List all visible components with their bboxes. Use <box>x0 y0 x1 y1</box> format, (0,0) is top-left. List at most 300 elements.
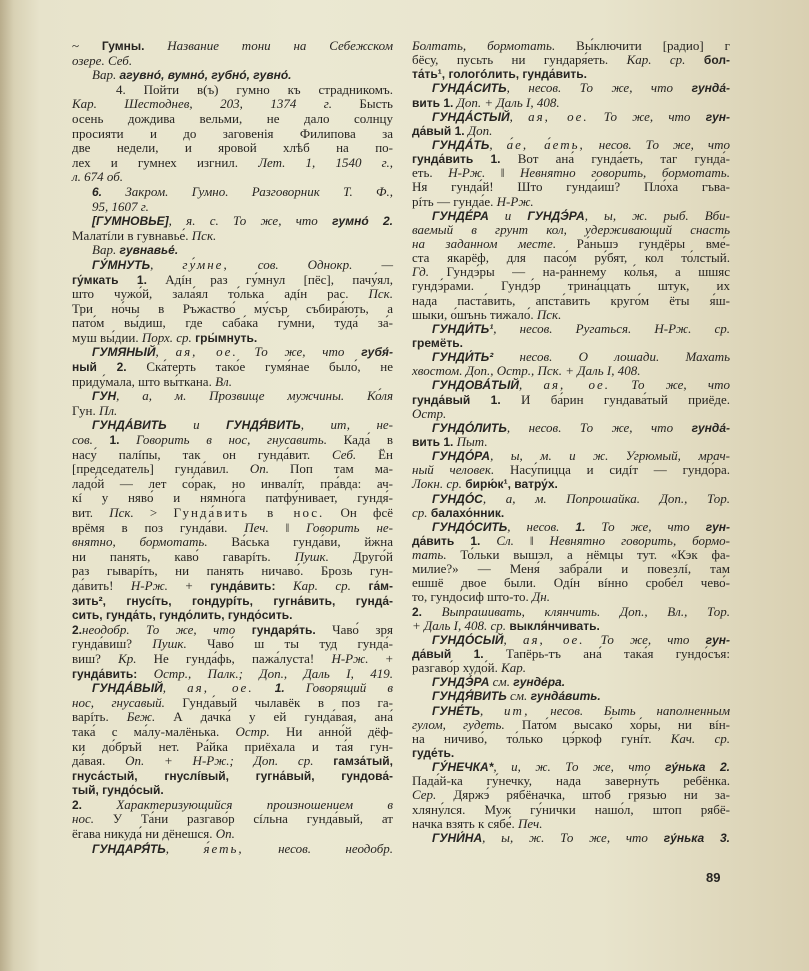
body-text: Тапёрь-тъ ана́ така́я гундо́съя: <box>483 646 731 662</box>
text-line <box>72 448 393 463</box>
body-text: Три но́чы в Ръжаство́ му́сър събира́ють, а <box>72 300 393 316</box>
body-text: раз гыварíть, ни панять ничаво́. Брозь гун- <box>72 563 393 579</box>
text-line <box>72 827 393 842</box>
text-line <box>412 633 730 647</box>
body-text: Чаво́ ш ты туд гунда́- <box>186 636 393 652</box>
italic-text: озере. Себ. <box>72 52 133 68</box>
italic-text: Пл. <box>98 402 118 418</box>
text-line <box>72 170 393 185</box>
body-text: Друго́й <box>328 548 394 564</box>
italic-text: л. 674 об. <box>72 169 124 185</box>
headword-text: гуде́ть. <box>412 746 455 761</box>
text-line <box>412 67 730 81</box>
text-line <box>72 798 393 813</box>
italic-text: Кар. <box>501 660 526 676</box>
body-text: гунда́виш? <box>72 636 153 652</box>
body-text: нада паста́вить, апста́вить круго́м ёты я́ш- <box>412 292 730 308</box>
italic-text: Вар. <box>92 67 117 83</box>
body-text: И ба́рин гундава́тый приёде. <box>500 391 730 407</box>
italic-text: несов. О лошади. Махать <box>493 349 730 365</box>
italic-text: Пушк. <box>152 636 187 652</box>
text-line <box>412 590 730 604</box>
text-line <box>412 732 730 746</box>
headword-text: ГУ́НЕЧКА* <box>432 760 494 775</box>
body-text: ста якарёф, для пасо́м ру́бят, кол то́лстый. <box>412 250 730 266</box>
text-line <box>72 594 393 609</box>
headword-text: ГУНДАРЯ́ТЬ <box>92 841 166 856</box>
italic-text: несов. неодобр. <box>243 840 393 856</box>
italic-text: Название тони на Себежском <box>144 38 393 53</box>
headword-text: агувно́, вумно́, губно́, гувно́. <box>116 68 292 83</box>
text-line <box>72 273 393 288</box>
text-line <box>72 375 393 390</box>
text-line <box>412 180 730 194</box>
italic-text: не- <box>376 417 394 433</box>
text-line <box>412 39 730 53</box>
body-text: осень дождива вельми, не дало солнцу <box>72 110 393 126</box>
text-line <box>412 704 730 718</box>
headword-text: гун- <box>690 109 731 124</box>
body-text: гу́мне, <box>182 256 229 272</box>
headword-text: ГУНДО́РА <box>432 449 491 464</box>
text-line <box>412 251 730 265</box>
headword-text: сить, гунда́ть, гундо́лить, гундо́сить. <box>72 608 293 623</box>
body-text: , <box>506 80 529 96</box>
text-line <box>72 418 393 433</box>
text-line <box>412 265 730 279</box>
italic-text: + Даль I, 408. ср. <box>412 617 506 633</box>
headword-text: гунда́вить: <box>72 666 154 681</box>
body-text: лех и гумнех изгнил. <box>72 154 259 170</box>
headword-text: 1. <box>575 519 586 534</box>
text-line <box>412 506 730 520</box>
body-text: , <box>493 320 520 336</box>
italic-text: Кар. ср. <box>293 577 351 593</box>
body-text: ешшё двое были. Одíн вíнно сробе́л чево́- <box>412 575 730 591</box>
text-line <box>412 96 730 110</box>
text-line <box>72 345 393 360</box>
headword-text: ГУН <box>92 389 117 404</box>
text-line <box>72 389 393 404</box>
headword-text: ГУНДО́С <box>432 491 483 506</box>
text-line <box>72 521 393 536</box>
text-line <box>412 817 730 831</box>
italic-text: с. То же, что <box>209 213 318 229</box>
italic-text: Н-Рж. <box>448 165 486 181</box>
headword-text: да́вый 1. <box>412 123 465 138</box>
text-line <box>72 243 393 258</box>
headword-text: ГУНДОВА́ТЫЙ <box>432 378 519 393</box>
body-text: то, гундо́сиф што-то. <box>412 589 532 605</box>
text-line <box>412 548 730 562</box>
text-line <box>412 492 730 506</box>
italic-text: Кач. ср. <box>670 730 730 746</box>
body-text: Ко́ля <box>344 388 394 404</box>
headword-text: гунда́- <box>673 81 731 96</box>
body-text: , ы, <box>584 207 633 223</box>
text-line <box>72 68 393 83</box>
italic-text: несов. То же, что <box>584 136 730 152</box>
body-text: Не гунда́фь, пажа́луста! <box>136 650 332 666</box>
text-line <box>412 195 730 209</box>
right-column <box>412 39 730 845</box>
body-text: и <box>166 417 227 433</box>
body-text: Чаво́ зря <box>315 621 393 637</box>
headword-text: гунда́вить. <box>527 689 601 704</box>
body-text: начка взять к сябе́. <box>412 815 519 831</box>
text-line <box>72 710 393 725</box>
body-text: муш вы́дии. <box>72 329 142 345</box>
text-line <box>72 156 393 171</box>
text-line <box>412 576 730 590</box>
text-line <box>412 124 730 138</box>
body-text: виш? <box>72 650 119 666</box>
body-text: , <box>155 344 176 360</box>
body-text: ая, ое. <box>522 631 585 647</box>
body-text: , <box>503 631 523 647</box>
headword-text: ГУНДИ́ТЬ² <box>432 350 494 365</box>
headword-text: гунда́вить 1. <box>412 152 501 167</box>
text-line <box>412 279 730 293</box>
italic-text: несов. Быть наполненным <box>529 702 730 718</box>
text-line <box>412 803 730 817</box>
body-text: ~ <box>72 38 102 53</box>
italic-text: Вл. <box>215 373 232 389</box>
body-text: [председатель] гунда́вил. <box>72 461 250 477</box>
body-text: 4. Пойти в(ъ) гумно къ страдникомъ. <box>116 81 393 97</box>
body-text: да́вая. <box>72 753 126 769</box>
italic-text: Кар. ср. <box>626 52 686 68</box>
headword-text: гундаря́ть. <box>235 622 316 637</box>
text-line <box>72 812 393 827</box>
body-text: хляну́лся. Муж гу́нички нашо́л, штоп рябё- <box>412 801 730 817</box>
body-text: Пато́м высако́ хо́ры, ни вíн- <box>504 716 731 732</box>
italic-text: Пск. <box>368 286 393 302</box>
text-line <box>72 667 393 682</box>
body-text: , ы, <box>482 829 529 845</box>
italic-text: То же, что <box>584 631 690 647</box>
text-line <box>412 110 730 124</box>
text-line <box>72 258 393 273</box>
body-text: а́е, а́еть, <box>506 136 585 152</box>
text-line <box>72 127 393 142</box>
headword-text: ный 2. <box>72 360 127 375</box>
text-line <box>72 112 393 127</box>
headword-text: 2. <box>72 622 83 637</box>
body-text: Када́ в <box>326 432 394 448</box>
body-text: Ска́терть тако́е гумя́нае было́, не <box>126 359 393 375</box>
text-line <box>412 223 730 237</box>
text-line <box>72 754 393 769</box>
text-line <box>412 718 730 732</box>
headword-text: га́м- <box>350 578 393 593</box>
body-text: ‖ <box>268 519 307 535</box>
text-line <box>72 740 393 755</box>
italic-text: Говорить не- <box>306 519 393 535</box>
text-line <box>72 506 393 521</box>
body-text: и <box>488 207 528 223</box>
body-text: , <box>509 108 529 124</box>
text-line <box>412 449 730 463</box>
body-text: , <box>519 377 544 393</box>
headword-text: гнуса́стый, гнуслíвый, гугна́вый, гундова́- <box>72 768 393 783</box>
body-text: Адíн раз гу́мнул [пёс], пачу́ял, <box>146 271 394 287</box>
text-line <box>72 637 393 652</box>
headword-text: ГУНДЯ́ВИТЬ <box>226 418 301 433</box>
body-text: , <box>165 840 204 856</box>
text-line <box>72 214 393 229</box>
body-text: ая, ое. <box>175 344 238 360</box>
body-text: + <box>167 577 211 593</box>
italic-text: Говорящий в <box>284 680 394 696</box>
body-text: , <box>162 680 188 696</box>
text-line <box>72 287 393 302</box>
italic-text: Сл. <box>480 532 514 548</box>
headword-text: ГУНДИ́ТЬ¹ <box>432 321 494 336</box>
italic-text: хвостом. Доп., Остр., Пск. + Даль I, 408. <box>412 363 641 379</box>
body-text: То́льки вышэл, а нёмцы тут. «Кэк фа- <box>446 547 730 563</box>
headword-text: ГУНИ́НА <box>432 830 483 845</box>
body-text: ки до́бръй нет. Ра́йка приёхала и та́я гун- <box>72 738 393 754</box>
headword-text: вить 1. <box>412 95 454 110</box>
text-line <box>72 696 393 711</box>
headword-text: Гумны. <box>101 39 145 53</box>
headword-text: губя́- <box>344 345 393 360</box>
text-line <box>412 520 730 534</box>
italic-text: гулом, гудеть. <box>412 716 505 732</box>
italic-text: м. Попрошайка. Доп., Тор. <box>535 490 730 506</box>
italic-text: м. Прозвище мужчины. <box>174 388 345 404</box>
headword-text: гумно́ 2. <box>317 214 394 229</box>
text-line <box>72 550 393 565</box>
italic-text: Оп. + Н-Рж.; Доп. ср. <box>125 753 314 769</box>
body-text: Ня гунда́й! Што гунда́иш? Пло́ха гъва- <box>412 179 730 195</box>
text-line <box>72 185 393 200</box>
body-text: Ён <box>356 446 393 462</box>
text-line <box>72 433 393 448</box>
italic-text: Печ. <box>518 815 543 831</box>
headword-text: 1. <box>253 681 285 696</box>
text-line <box>412 209 730 223</box>
headword-text: ГУНДО́СЫЙ <box>432 632 504 647</box>
italic-text: Н-Рж. <box>496 193 534 209</box>
italic-text: Пыт. <box>453 433 488 449</box>
text-line <box>412 831 730 845</box>
italic-text: м. и ж. Угрюмый, мрач- <box>540 448 730 464</box>
body-text: ая, ое. <box>528 108 589 124</box>
body-text: Малатíли в гувнавье́. <box>72 227 192 243</box>
body-text: две недели, и яровой хлѣб на по- <box>72 140 393 156</box>
italic-text: неодобр. То же, что <box>82 621 236 637</box>
body-text: У Та́ни разгаво́р сíльна гунда́вый, ат <box>93 811 393 827</box>
italic-text: Остр. <box>412 405 447 421</box>
body-text: така́ с ма́лу-малёнька. <box>72 723 236 739</box>
text-line <box>72 200 393 215</box>
headword-text: ГУНДА́ВИТЬ <box>92 418 167 433</box>
body-text: Вы́ключити [радио] г <box>555 38 730 53</box>
body-text: Ва́ська гунда́ви, йжна <box>207 534 393 550</box>
body-text: , <box>489 136 507 152</box>
italic-text: Беж. <box>126 709 156 725</box>
headword-text: гунде́ра. <box>509 675 566 690</box>
body-text: разгаво́р худо́й. <box>412 660 502 676</box>
headword-text: ГУНДЯ́ВИТЬ <box>432 689 507 704</box>
body-text: милие?» — Меня́ забра́ли и повезлí, там <box>412 561 730 577</box>
italic-text: Невнятно говорить, бормо- <box>549 532 731 548</box>
italic-text: Н-Рж. <box>130 577 168 593</box>
body-text: > <box>133 505 174 520</box>
body-text: Дяржэ́ рябёначка, штоб грязью ни за- <box>436 787 730 803</box>
italic-text: несов. Ругаться. Н-Рж. ср. <box>519 320 731 336</box>
text-line <box>412 336 730 350</box>
text-line <box>72 491 393 506</box>
body-text: , <box>506 419 529 435</box>
italic-text: ж. рыб. Вби- <box>632 207 731 223</box>
body-text: , а, <box>116 388 175 404</box>
body-text: , и, <box>493 759 536 775</box>
italic-text: Пск. <box>191 227 217 243</box>
italic-text: 95, 1607 г. <box>92 198 149 214</box>
italic-text: Дн. <box>532 589 550 605</box>
text-line <box>72 783 393 798</box>
headword-text: гу́нька 3. <box>647 830 731 845</box>
headword-text: да́вый 1. <box>412 647 484 662</box>
headword-text: гремёть. <box>412 335 463 350</box>
text-line <box>72 477 393 492</box>
headword-text: гры́мнуть. <box>191 330 258 345</box>
headword-text: гу́мкать 1. <box>72 272 147 287</box>
headword-text: ГУНДЕ́РА <box>432 208 489 223</box>
italic-text: Пск. <box>109 505 134 520</box>
headword-text: бол- <box>685 53 730 68</box>
italic-text: Закром. <box>125 183 169 199</box>
text-line <box>72 769 393 784</box>
italic-text: Выпрашивать, клянчить. Доп., Вл., Тор. <box>422 603 730 619</box>
body-text: я́еть, <box>203 840 244 856</box>
headword-text: ГУНДА́СТЫЙ <box>432 109 510 124</box>
headword-text: ГУНДЭ́РА <box>432 675 490 690</box>
body-text: Гундэ́ры — на-ра́ннему ко́лья, а шшяс <box>429 264 730 280</box>
italic-text: на заданном месте. <box>412 235 557 251</box>
italic-text: ж. То же, что <box>535 759 651 775</box>
italic-text: Оп. <box>249 461 269 477</box>
italic-text: Болтать, бормотать. <box>412 38 556 53</box>
text-line <box>412 166 730 180</box>
text-line <box>412 435 730 449</box>
text-line <box>412 774 730 788</box>
text-line <box>72 39 393 54</box>
body-text: ая, ое. <box>187 680 254 696</box>
body-text: , а, <box>482 490 536 506</box>
headword-text: тый, гундо́сый. <box>72 783 164 798</box>
body-text: Он фсё <box>324 505 393 520</box>
text-line <box>72 83 393 98</box>
body-text: варíть. <box>72 709 127 725</box>
headword-text: гун- <box>689 632 731 647</box>
italic-text: Остр., Палк.; Доп., Даль I, 419. <box>153 665 393 681</box>
headword-text: 6. <box>92 184 126 199</box>
body-text: да́вить! <box>72 577 131 593</box>
body-text: Гунда́вить в нос. <box>173 505 325 520</box>
body-text: , я. <box>168 213 210 229</box>
text-line <box>72 229 393 244</box>
headword-text: ГУНЕ́ТЬ <box>432 703 480 718</box>
text-line <box>412 322 730 336</box>
italic-text: Пушк. <box>294 548 329 564</box>
headword-text: ГУНДО́СИТЬ <box>432 519 508 534</box>
text-line <box>412 689 730 703</box>
page-number: 89 <box>706 870 721 885</box>
text-line <box>412 675 730 689</box>
body-text: гундэ́рами. Гундэ́р трина́ццать штук, их <box>412 278 730 294</box>
text-line <box>412 647 730 661</box>
italic-text: Кр. <box>118 650 137 666</box>
body-text: просияти и до заговенія Филипова за <box>72 125 393 141</box>
body-text: еть. <box>412 165 449 181</box>
text-line <box>72 302 393 317</box>
text-line <box>412 605 730 619</box>
text-line <box>72 564 393 579</box>
headword-text: 1. <box>109 433 120 448</box>
text-line <box>72 535 393 550</box>
headword-text: [ГУМНОВЬЕ] <box>92 214 169 229</box>
text-line <box>412 81 730 95</box>
body-text: Гунда́вый чылавёк в поз га- <box>164 694 393 710</box>
body-text: Гун. <box>72 402 99 418</box>
italic-text: Кар. Шестоднев, 203, 1374 г. <box>72 96 332 112</box>
text-line <box>412 619 730 633</box>
body-text: ая, ое. <box>543 377 611 393</box>
body-text: насу́ палíпы, так он гунда́вит. <box>72 446 332 462</box>
italic-text: Характеризующийся произношением в <box>82 796 393 812</box>
body-text: ит, <box>504 702 530 718</box>
body-text: рíть — гунда́е. <box>412 193 497 209</box>
italic-text: сов. Однокр. <box>228 256 353 272</box>
italic-text: Себ. <box>332 446 357 462</box>
italic-text: Локн. ср. <box>412 476 462 492</box>
text-line <box>412 421 730 435</box>
text-line <box>72 623 393 638</box>
body-text: ни панять, каво́ гаварíть. <box>72 548 295 564</box>
body-text: Ра́ньшэ гундёры вме́- <box>556 235 731 251</box>
italic-text: Оп. <box>215 826 235 842</box>
body-text: бёсу, пусьть ни гундаря́еть. <box>412 52 627 68</box>
italic-text: То же, что <box>237 344 345 360</box>
body-text: пато́м вы́диш, где саба́ка гу́мни, туда́ за́- <box>72 315 393 331</box>
italic-text: нос, гнусавый. <box>72 694 165 710</box>
text-line <box>412 760 730 774</box>
headword-text: та́ть¹, гологóлить, гунда́вить. <box>412 67 587 82</box>
italic-text: сов. <box>72 432 110 448</box>
body-text: ёгава никуда́ ни дёнешся. <box>72 826 216 842</box>
headword-text: ГУМЯНЫЙ <box>92 345 156 360</box>
text-line <box>412 53 730 67</box>
body-text: , <box>150 256 183 272</box>
text-line <box>72 316 393 331</box>
text-line <box>412 661 730 675</box>
body-text: А дачка́ у ей гунда́вая, ана́ <box>155 709 393 725</box>
headword-text: гунда́вить: <box>210 578 293 593</box>
italic-text: Доп. <box>464 122 493 138</box>
italic-text: ср. <box>412 504 428 520</box>
text-line <box>72 462 393 477</box>
body-text: ладо́й — лет со́рак, но инвалíт, пра́вда: ач- <box>72 475 393 491</box>
italic-text: Говорить в нос, гнусавить. <box>119 432 327 448</box>
body-text: приду́мала, што вы́ткана. <box>72 373 216 389</box>
italic-text: Остр. <box>235 723 270 739</box>
text-line <box>412 294 730 308</box>
headword-text: 2. <box>72 797 83 812</box>
